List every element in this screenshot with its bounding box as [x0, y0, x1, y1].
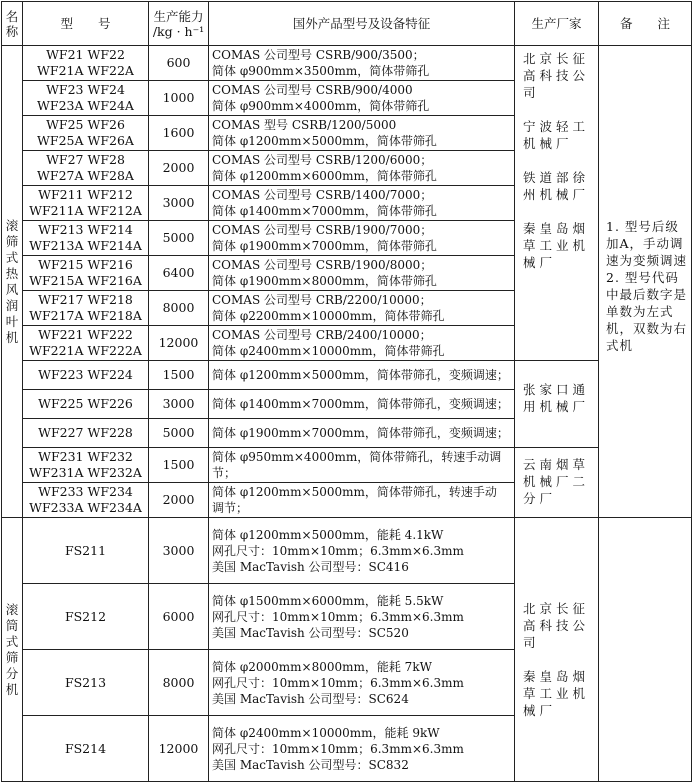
category-cell: [2, 518, 23, 782]
notes-empty-cell: [599, 518, 692, 782]
header-maker: 生产厂家: [515, 2, 599, 46]
model-cell: FS214: [23, 716, 149, 782]
model-cell: WF25 WF26 WF25A WF26A: [23, 116, 149, 151]
capacity-cell: 8000: [149, 291, 209, 326]
feature-cell: 简体 φ1200mm×5000mm，简体带筛孔，变频调速；: [209, 361, 515, 390]
table-row: [2, 361, 692, 390]
model-cell: WF231 WF232 WF231A WF232A: [23, 448, 149, 483]
feature-cell: COMAS 公司型号 CRB/2400/10000； 简体 φ2400mm×10000mm，简体带筛孔: [209, 326, 515, 361]
maker-name: 铁道部徐州机械厂: [523, 170, 590, 202]
maker-cell: [515, 46, 599, 361]
capacity-cell: 6400: [149, 256, 209, 291]
feature-cell: 简体 φ1400mm×7000mm，简体带筛孔，变频调速；: [209, 390, 515, 419]
capacity-cell: 8000: [149, 650, 209, 716]
spec-table: [1, 1, 692, 782]
header-category: 名称: [2, 2, 23, 46]
model-cell: WF227 WF228: [23, 419, 149, 448]
table-row: [2, 448, 692, 483]
model-cell: WF23 WF24 WF23A WF24A: [23, 81, 149, 116]
header-features: 国外产品型号及设备特征: [209, 2, 515, 46]
capacity-cell: 1000: [149, 81, 209, 116]
capacity-cell: 1600: [149, 116, 209, 151]
header-row: [2, 2, 692, 46]
feature-cell: 简体 φ950mm×4000mm，简体带筛孔，转速手动调 节；: [209, 448, 515, 483]
feature-cell: COMAS 公司型号 CSRB/1900/7000； 简体 φ1900mm×7000mm，简体带筛孔: [209, 221, 515, 256]
capacity-cell: 12000: [149, 326, 209, 361]
capacity-cell: 6000: [149, 584, 209, 650]
notes-cell: 1. 型号后级加A，手动调速为变频调速 2. 型号代码中最后数字是单数为左式机，双数为右式机: [599, 46, 692, 518]
capacity-cell: 2000: [149, 151, 209, 186]
maker-name: 北京长征高科技公司: [523, 51, 590, 100]
model-cell: WF211 WF212 WF211A WF212A: [23, 186, 149, 221]
model-cell: WF215 WF216 WF215A WF216A: [23, 256, 149, 291]
capacity-cell: 2000: [149, 483, 209, 518]
model-cell: FS212: [23, 584, 149, 650]
category-label: 滚筒式筛分机: [5, 601, 19, 697]
feature-cell: 简体 φ2400mm×10000mm，能耗 9kW 网孔尺寸：10mm×10mm；6.3mm×6.3mm 美国 MacTavish 公司型号：SC832: [209, 716, 515, 782]
capacity-cell: 5000: [149, 419, 209, 448]
model-cell: WF213 WF214 WF213A WF214A: [23, 221, 149, 256]
table-row: [2, 518, 692, 584]
capacity-cell: 12000: [149, 716, 209, 782]
feature-cell: 简体 φ2000mm×8000mm，能耗 7kW 网孔尺寸：10mm×10mm；6.3mm×6.3mm 美国 MacTavish 公司型号：SC624: [209, 650, 515, 716]
capacity-cell: 1500: [149, 361, 209, 390]
category-cell: [2, 46, 23, 518]
capacity-cell: 600: [149, 46, 209, 81]
feature-cell: COMAS 公司型号 CSRB/1200/6000； 简体 φ1200mm×6000mm，简体带筛孔: [209, 151, 515, 186]
feature-cell: COMAS 公司型号 CSRB/1400/7000； 简体 φ1400mm×7000mm，简体带筛孔: [209, 186, 515, 221]
header-model: 型 号: [23, 2, 149, 46]
feature-cell: 简体 φ1200mm×5000mm，简体带筛孔，转速手动 调节；: [209, 483, 515, 518]
model-cell: FS213: [23, 650, 149, 716]
feature-cell: COMAS 型号 CSRB/1200/5000 简体 φ1200mm×5000mm，简体带筛孔: [209, 116, 515, 151]
header-capacity: 生产能力 /kg · h⁻¹: [149, 2, 209, 46]
feature-cell: COMAS 公司型号 CSRB/900/4000 简体 φ900mm×4000mm，简体带筛孔: [209, 81, 515, 116]
feature-cell: 简体 φ1200mm×5000mm，能耗 4.1kW 网孔尺寸：10mm×10mm；6.3mm×6.3mm 美国 MacTavish 公司型号：SC416: [209, 518, 515, 584]
feature-cell: COMAS 公司型号 CRB/2200/10000； 简体 φ2200mm×10000mm，简体带筛孔: [209, 291, 515, 326]
capacity-cell: 3000: [149, 186, 209, 221]
feature-cell: COMAS 公司型号 CSRB/900/3500； 简体 φ900mm×3500mm，简体带筛孔: [209, 46, 515, 81]
model-cell: WF21 WF22 WF21A WF22A: [23, 46, 149, 81]
maker-name: 宁波轻工机械厂: [523, 119, 590, 151]
capacity-cell: 5000: [149, 221, 209, 256]
model-cell: FS211: [23, 518, 149, 584]
maker-name: 秦皇岛烟草工业机械厂: [523, 221, 590, 270]
model-cell: WF225 WF226: [23, 390, 149, 419]
maker-name: 秦皇岛烟草工业机械厂: [523, 669, 590, 718]
feature-cell: 简体 φ1500mm×6000mm，能耗 5.5kW 网孔尺寸：10mm×10mm；6.3mm×6.3mm 美国 MacTavish 公司型号：SC520: [209, 584, 515, 650]
category-label: 滚筛式热风润叶机: [5, 217, 19, 345]
capacity-cell: 1500: [149, 448, 209, 483]
maker-name: 北京长征高科技公司: [523, 601, 590, 650]
model-cell: WF221 WF222 WF221A WF222A: [23, 326, 149, 361]
model-cell: WF233 WF234 WF233A WF234A: [23, 483, 149, 518]
maker-cell: 张家口通用机械厂: [515, 361, 599, 448]
model-cell: WF223 WF224: [23, 361, 149, 390]
capacity-cell: 3000: [149, 518, 209, 584]
header-notes: 备 注: [599, 2, 692, 46]
maker-cell: 云南烟草机械厂二分厂: [515, 448, 599, 518]
capacity-cell: 3000: [149, 390, 209, 419]
model-cell: WF217 WF218 WF217A WF218A: [23, 291, 149, 326]
feature-cell: COMAS 公司型号 CSRB/1900/8000； 简体 φ1900mm×8000mm，简体带筛孔: [209, 256, 515, 291]
model-cell: WF27 WF28 WF27A WF28A: [23, 151, 149, 186]
maker-cell: [515, 518, 599, 782]
table-row: [2, 46, 692, 81]
feature-cell: 简体 φ1900mm×7000mm，简体带筛孔，变频调速；: [209, 419, 515, 448]
